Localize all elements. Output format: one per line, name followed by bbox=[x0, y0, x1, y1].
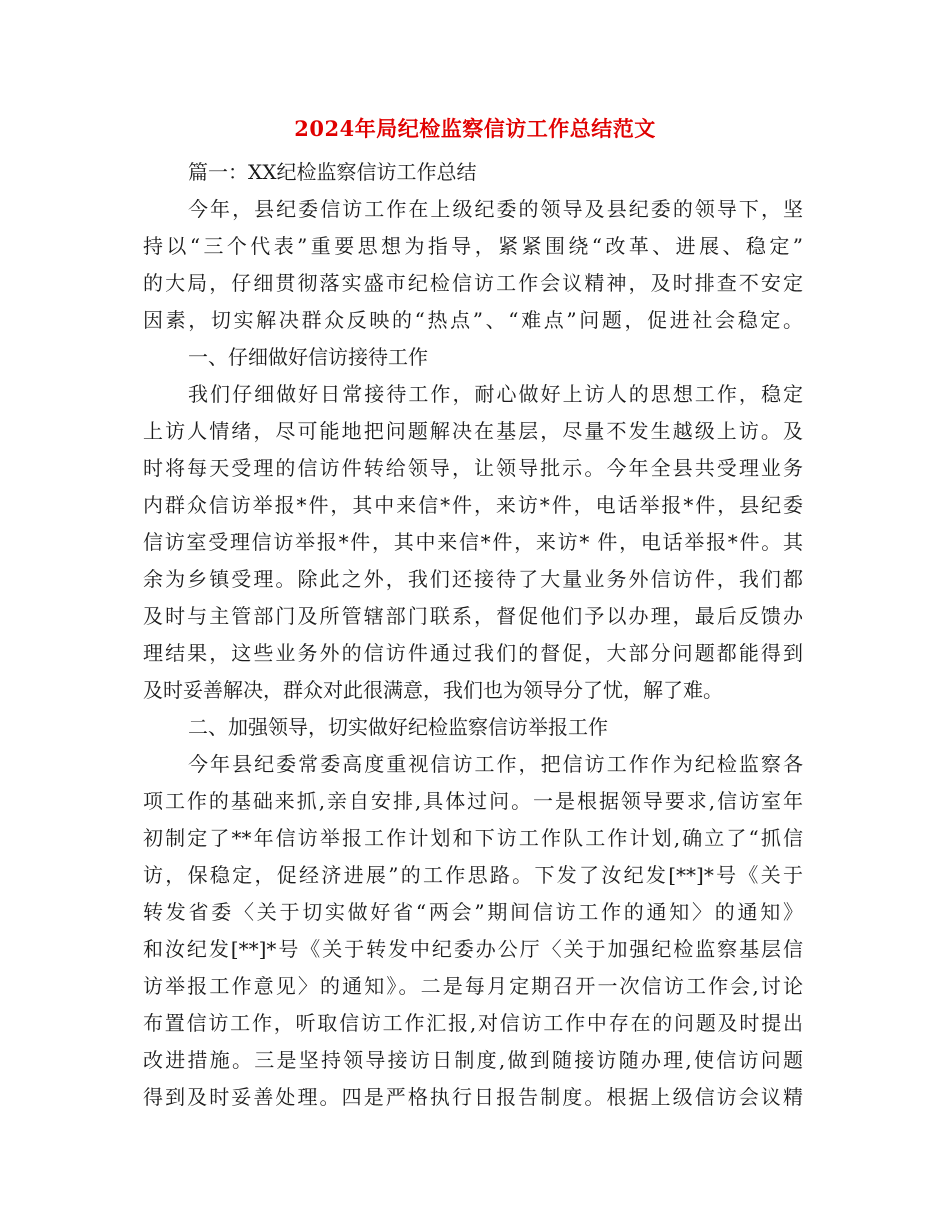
body-line: 改进措施。三是坚持领导接访日制度,做到随接访随办理,使信访问题 bbox=[143, 1048, 803, 1072]
body-line: 项工作的基础来抓,亲自安排,具体过问。一是根据领导要求,信访室年 bbox=[143, 789, 803, 813]
body-line: 持以“三个代表”重要思想为指导，紧紧围绕“改革、进展、稳定” bbox=[143, 234, 803, 258]
body-line: 及时与主管部门及所管辖部门联系，督促他们予以办理，最后反馈办 bbox=[143, 604, 803, 628]
body-line: 的大局，仔细贯彻落实盛市纪检信访工作会议精神，及时排查不安定 bbox=[143, 271, 803, 295]
body-line: 内群众信访举报*件，其中来信*件，来访*件，电话举报*件，县纪委 bbox=[143, 493, 803, 517]
body-line: 今年，县纪委信访工作在上级纪委的领导及县纪委的领导下，坚 bbox=[188, 197, 803, 221]
body-line: 访举报工作意见〉的通知》。二是每月定期召开一次信访工作会,讨论 bbox=[143, 974, 803, 998]
body-line: 理结果，这些业务外的信访件通过我们的督促，大部分问题都能得到 bbox=[143, 641, 803, 665]
body-line: 及时妥善解决，群众对此很满意，我们也为领导分了忧，解了难。 bbox=[143, 678, 723, 702]
body-line: 布置信访工作，听取信访工作汇报,对信访工作中存在的问题及时提出 bbox=[143, 1011, 803, 1035]
body-line: 上访人情绪，尽可能地把问题解决在基层，尽量不发生越级上访。及 bbox=[143, 419, 803, 443]
document-body bbox=[143, 154, 803, 1116]
document-title: 2024年局纪检监察信访工作总结范文 bbox=[294, 116, 656, 141]
body-line: 访，保稳定，促经济进展”的工作思路。下发了汝纪发[**]*号《关于 bbox=[143, 863, 803, 887]
body-line: 余为乡镇受理。除此之外，我们还接待了大量业务外信访件，我们都 bbox=[143, 567, 803, 591]
body-line: 二、加强领导，切实做好纪检监察信访举报工作 bbox=[188, 715, 608, 739]
body-line: 我们仔细做好日常接待工作，耐心做好上访人的思想工作，稳定 bbox=[188, 382, 803, 406]
body-line: 篇一：XX纪检监察信访工作总结 bbox=[188, 160, 477, 184]
body-line: 信访室受理信访举报*件，其中来信*件，来访* 件，电话举报*件。其 bbox=[143, 530, 803, 554]
body-line: 转发省委〈关于切实做好省“两会”期间信访工作的通知〉的通知》 bbox=[143, 900, 803, 924]
body-line: 和汝纪发[**]*号《关于转发中纪委办公厅〈关于加强纪检监察基层信 bbox=[143, 937, 803, 961]
body-line: 今年县纪委常委高度重视信访工作，把信访工作作为纪检监察各 bbox=[188, 752, 803, 776]
body-line: 得到及时妥善处理。四是严格执行日报告制度。根据上级信访会议精 bbox=[143, 1085, 803, 1109]
body-line: 时将每天受理的信访件转给领导，让领导批示。今年全县共受理业务 bbox=[143, 456, 803, 480]
body-line: 一、仔细做好信访接待工作 bbox=[188, 345, 428, 369]
body-line: 因素，切实解决群众反映的“热点”、“难点”问题，促进社会稳定。 bbox=[143, 308, 803, 332]
body-line: 初制定了**年信访举报工作计划和下访工作队工作计划,确立了“抓信 bbox=[143, 826, 803, 850]
